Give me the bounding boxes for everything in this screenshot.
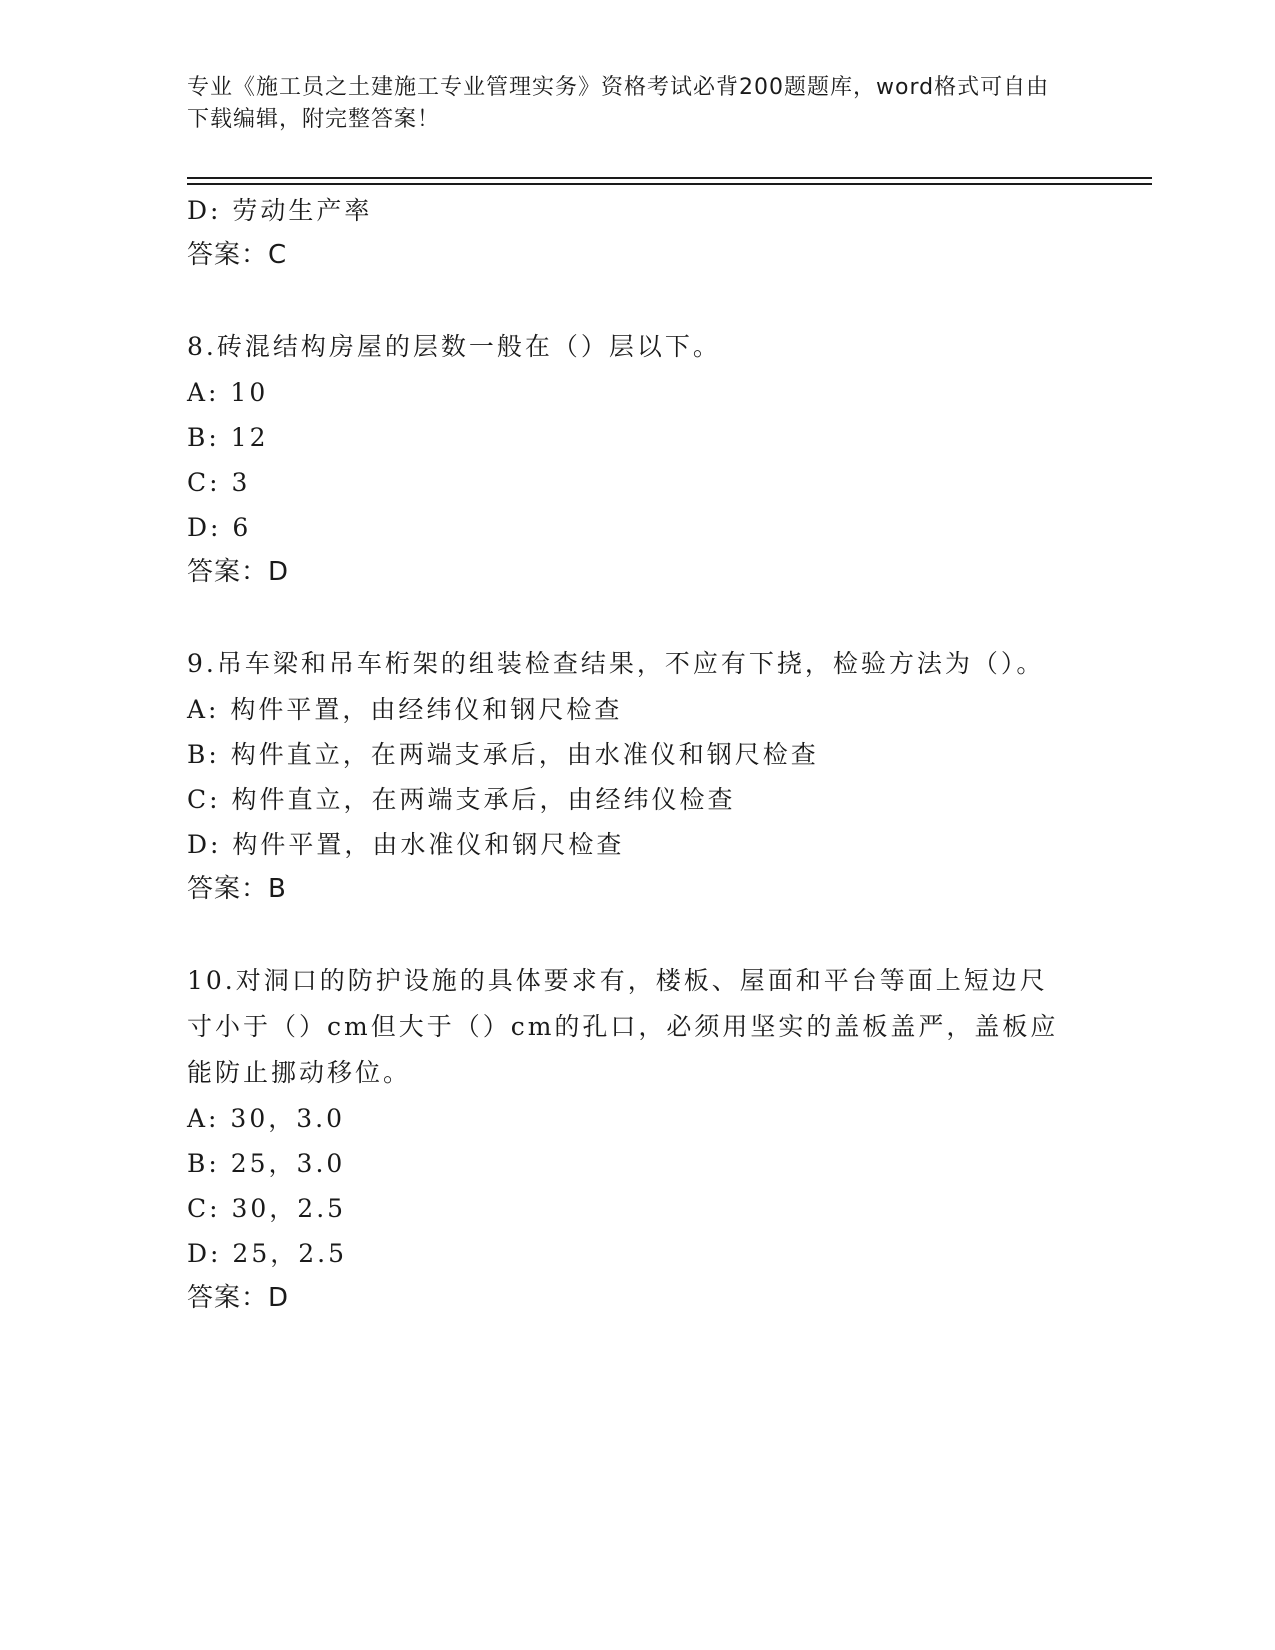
option-a: A: 30，3.0 [187,1104,345,1133]
option-a: A: 构件平置，由经纬仪和钢尺检查 [187,695,623,724]
question-text: 9.吊车梁和吊车桁架的组装检查结果，不应有下挠，检验方法为（）。 [187,649,1045,678]
option-a: A: 10 [187,378,269,407]
option-c: C: 30，2.5 [187,1194,347,1223]
answer: 答案：D [187,1283,290,1313]
previous-question-tail [187,188,1087,278]
document-body [187,188,1087,1367]
header-divider-top [187,177,1152,179]
header-divider-bottom [187,183,1152,185]
answer: 答案：D [187,557,290,587]
option-b: B: 构件直立，在两端支承后，由水准仪和钢尺检查 [187,740,819,769]
option-b: B: 12 [187,423,269,452]
question-10 [187,958,1087,1321]
option-d: D: 25，2.5 [187,1239,347,1268]
option-c: C: 构件直立，在两端支承后，由经纬仪检查 [187,785,736,814]
option-c: C: 3 [187,468,251,497]
option-d: D: 6 [187,513,252,542]
answer: 答案：B [187,874,287,904]
question-text: 10.对洞口的防护设施的具体要求有，楼板、屋面和平台等面上短边尺寸小于（）cm但大于（）cm的孔口，必须用坚实的盖板盖严，盖板应能防止挪动移位。 [187,966,1059,1087]
document-header: 专业《施工员之土建施工专业管理实务》资格考试必背200题题库，word格式可自由下载编辑，附完整答案！ [187,75,1050,132]
option-d: D: 构件平置，由水准仪和钢尺检查 [187,830,625,859]
option-b: B: 25，3.0 [187,1149,346,1178]
question-9 [187,641,1087,912]
question-8 [187,324,1087,595]
option-d: D: 劳动生产率 [187,196,373,225]
answer: 答案：C [187,240,288,270]
question-text: 8.砖混结构房屋的层数一般在（）层以下。 [187,332,721,361]
